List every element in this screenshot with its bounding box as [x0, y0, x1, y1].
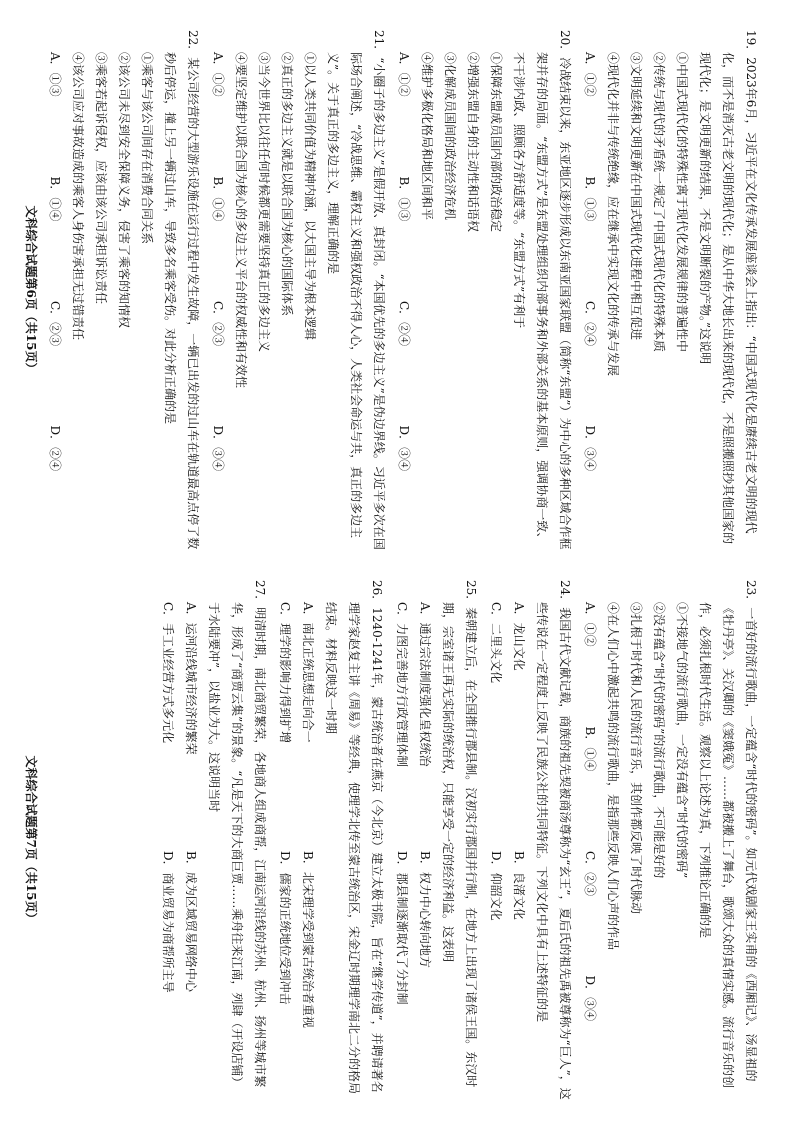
- answer-choices: [578, 30, 601, 550]
- choice-d: D．③④: [583, 425, 597, 472]
- statement-option: ②传统与现代的矛盾统一规定了中国式现代化的特殊本质: [652, 52, 666, 353]
- choice-a: A．①②: [583, 602, 597, 647]
- choice-b: B．良渚文化: [512, 851, 526, 920]
- statement-option: ④要坚定维护以联合国为核心的多边主义平台的权威性和有效性: [234, 52, 248, 389]
- page-footer: 文科综合试题第7页（共15页）: [24, 755, 38, 925]
- choice-d: D．儒家的正统地位受到冲击: [278, 851, 292, 1005]
- question-stem: 21．“小圈子的多边主义”是假开放、真封闭。“本国优先的多边主义”是伪边界线。习近平多次在国际场合阐述，“冷战思维、霸权主义和强权政治不得人心，人类社会命运与共，真正的多边主义”。关于真正的多边主义，理解正确的是: [326, 30, 386, 550]
- choice-d: D．②④: [48, 425, 62, 472]
- answer-choices: [484, 580, 530, 1100]
- choice-d: D．仰韶文化: [489, 851, 503, 921]
- choice-b: B．①④: [583, 726, 597, 772]
- choice-c: C．力图完善地方行政管理体制: [395, 602, 409, 768]
- choice-c: C．理学的影响力得到扩增: [278, 602, 292, 744]
- answer-choices: [578, 580, 601, 1100]
- answer-choices: [43, 30, 66, 550]
- question-23: [578, 580, 762, 1100]
- choice-d: D．③④: [583, 975, 597, 1022]
- choice-b: B．成为区域贸易网络中心: [184, 851, 198, 992]
- question-stem: 25．秦朝建立后，在全国推行郡县制。汉初实行郡国并行制，在地方上出现了诸侯王国。东汉时期，宗室诸王再无实际的统治权，只能享受一定的经济利益。这表明: [441, 580, 478, 1088]
- question-stem: 20．冷战结束以来，东亚地区逐步形成以东南亚国家联盟（简称“东盟”）为中心的多种区域合作框架并存的局面。“东盟方式”是东盟处理组织内部事务和外部关系的基本原则，强调协商一致、不干涉内政、照顾各方舒适度等。“东盟方式”有利于: [512, 30, 572, 550]
- answer-choices: [206, 30, 229, 550]
- choice-d: D．郡县制逐渐取代了分封制: [395, 851, 409, 1005]
- choice-a: A．①②: [211, 52, 225, 97]
- statement-option: ①以人类共同价值为精神内涵，以大国主导为根本逻辑: [303, 52, 317, 341]
- statement-option: ②增强东盟自身的主动性和话语权: [466, 52, 480, 233]
- statement-option: ③扎根于时代和人民的流行音乐，其创作都反映了时代脉动: [629, 602, 643, 915]
- answer-choices: [273, 580, 319, 1100]
- statement-option: ②该公司未尽到安全保障义务，侵害了乘客的知情权: [117, 52, 131, 329]
- choice-a: A．通过宗法制度强化皇权统治: [418, 602, 432, 767]
- choice-c: C．②④: [397, 301, 411, 347]
- statement-option: ④该公司应对事故造成的乘客人身伤害承担无过错责任: [71, 52, 85, 341]
- answer-choices: [390, 580, 436, 1100]
- choice-c: C．②③: [211, 301, 225, 347]
- choice-b: B．①④: [48, 176, 62, 222]
- question-24: [484, 580, 576, 1100]
- statement-option: ③文明延续和文明更新在中国式现代化进程中相互促进: [629, 52, 643, 341]
- statement-option: ①保障东盟成员国内部的政治稳定: [489, 52, 503, 233]
- statement-option: ④维护多极化格局和地区间和平: [420, 52, 434, 221]
- choice-c: C．②④: [583, 301, 597, 347]
- question-19: [578, 30, 762, 550]
- question-27: [156, 580, 271, 1100]
- choice-a: A．运河沿线城市经济的繁荣: [184, 602, 198, 755]
- question-20: [392, 30, 576, 550]
- question-21: [206, 30, 390, 550]
- question-stem: 22．某公司经营的大型游乐设施在运行过程中发生故障，一辆已出发的过山车在轨道最高点停了数秒后停运，撞上另一辆过山车，导致多名乘客受伤。对此分析正确的是: [163, 30, 200, 550]
- statement-option: ①中国式现代化的特殊性寓于现代化发展规律的普遍性中: [675, 52, 689, 353]
- choice-b: B．北宋理学受到蒙古统治者重视: [301, 851, 315, 1028]
- question-stem: 26．1240-1241年，蒙古统治者在燕京（今北京）建立太极书院，旨在“继学传道”，并聘请著名理学家赵复主讲《周易》等经典，使理学北传至蒙古统治区，宋金辽时期理学南北二分的格局结束。材料反映这一时期: [324, 580, 384, 1095]
- choice-c: C．②③: [48, 301, 62, 347]
- statement-option: ②真正的多边主义就是以联合国为核心的国际体系: [280, 52, 294, 317]
- statement-option: ③当今世界比以往任何时候都更需要坚持真正的多边主义: [257, 52, 271, 353]
- question-stem: 27．明清时期，南北商贸繁荣，各地商人组成商帮，江南运河沿线的苏州、杭州、扬州等城市繁华，形成了“商贾云集”的景象。“凡是天下的大商巨贾……乘舟往来江南，列肆（开设店铺）于水陆要冲”，以盐业为大。这说明当时: [207, 580, 267, 1089]
- statement-option: ③乘客若起诉侵权，应该由该公司承担诉讼责任: [94, 52, 108, 305]
- question-stem: 23．一首好的流行歌曲，一定蕴含“时代的密码”。如元代戏剧家王实甫的《西厢记》、汤显祖的《牡丹亭》、关汉卿的《窦娥冤》……都被搬上了舞台，歌颂大众的真情实感。流行音乐的创作，必须扎根时代生活。观察以上论述为真，下列推论正确的是: [698, 580, 758, 1089]
- choice-a: A．南北正统思想走向合一: [301, 602, 315, 743]
- question-stem: 19．2023年6月，习近平在文化传承发展座谈会上指出：“中国式现代化是赓续古老文明的现代化，而不是消灭古老文明的现代化；是从中华大地长出来的现代化，不是照搬照抄其他国家的现代化；是文明更新的结果，不是文明断裂的产物。”这说明: [698, 30, 758, 545]
- statement-option: ④在人们心中激起共鸣的流行歌曲，是指那些反映人们心声的作品: [606, 602, 620, 951]
- statement-option: ③化解成员国间的政治经济危机: [443, 52, 457, 221]
- left-page: [41, 30, 762, 550]
- statement-option: ④现代化并非与传统绝缘，应在继承中实现文化的传承与发展: [606, 52, 620, 377]
- choice-b: B．①④: [211, 176, 225, 222]
- page-footer: 文科综合试题第6页（共15页）: [24, 205, 38, 375]
- choice-a: A．龙山文化: [512, 602, 526, 671]
- question-26: [273, 580, 388, 1100]
- choice-d: D．商业贸易为商帮所主导: [161, 851, 175, 993]
- choice-a: A．①②: [397, 52, 411, 97]
- choice-a: A．①③: [48, 52, 62, 97]
- choice-d: D．③④: [211, 425, 225, 472]
- choice-a: A．①②: [583, 52, 597, 97]
- answer-choices: [392, 30, 415, 550]
- statement-option: ①不接地气的流行歌曲，一定没有蕴含“时代的密码”: [675, 602, 689, 879]
- choice-b: B．①③: [397, 176, 411, 222]
- choice-b: B．权力中心转向地方: [418, 851, 432, 968]
- question-22: [43, 30, 204, 550]
- right-page: [154, 580, 762, 1100]
- question-25: [390, 580, 482, 1100]
- statement-option: ②没有蕴含“时代的密码”的流行歌曲，不可能是好的: [652, 602, 666, 879]
- choice-c: C．二里头文化: [489, 602, 503, 684]
- answer-choices: [156, 580, 202, 1100]
- statement-option: ①乘客与该公司间存在消费合同关系: [140, 52, 154, 245]
- choice-b: B．①③: [583, 176, 597, 222]
- question-stem: 24．我国古代文献记载，商族的祖先契被商汤尊称为“玄王”，夏后氏的祖先禹被尊称为“巨人”，这些传说在一定程度上反映了民族公社的共同特征。下列文化中具有上述特征的是: [535, 580, 572, 1100]
- choice-d: D．③④: [397, 425, 411, 472]
- choice-c: C．手工业经营方式多元化: [161, 602, 175, 744]
- choice-c: C．②③: [583, 851, 597, 897]
